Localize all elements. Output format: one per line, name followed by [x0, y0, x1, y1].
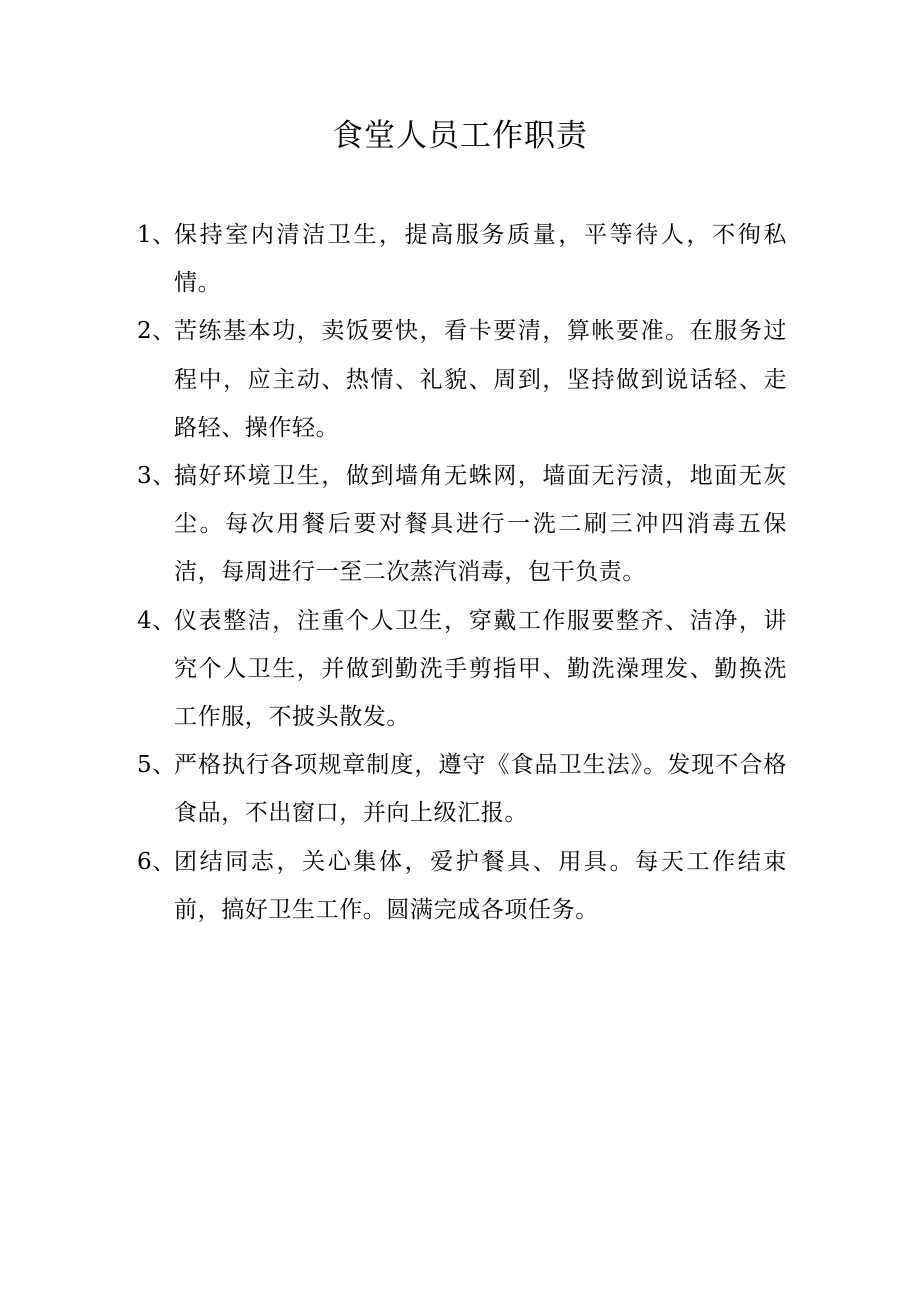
duty-item-6: [137, 838, 787, 934]
duty-item-text: 严格执行各项规章制度，遵守《食品卫生法》。发现不合格食品，不出窗口，并向上级汇报。: [174, 752, 787, 827]
duty-item-number: 4、: [137, 607, 176, 634]
duty-item-number: 1、: [137, 222, 176, 248]
duty-item-text: 团结同志，关心集体，爱护餐具、用具。每天工作结束前，搞好卫生工作。圆满完成各项任务。: [174, 848, 787, 923]
duty-item-3: [137, 452, 787, 597]
duty-item-text: 苦练基本功，卖饭要快，看卡要清，算帐要准。在服务过程中，应主动、热情、礼貌、周到，坚持做到说话轻、走路轻、操作轻。: [174, 318, 787, 441]
duty-item-text: 搞好环境卫生，做到墙角无蛛网，墙面无污渍，地面无灰尘。每次用餐后要对餐具进行一洗二刷三冲四消毒五保洁，每周进行一至二次蒸汽消毒，包干负责。: [174, 463, 787, 586]
duty-item-number: 3、: [137, 463, 176, 490]
duty-item-number: 5、: [137, 752, 176, 779]
document-title: 食堂人员工作职责: [332, 118, 588, 154]
duty-item-4: [137, 597, 787, 742]
duty-item-text: 仪表整洁，注重个人卫生，穿戴工作服要整齐、洁净，讲究个人卫生，并做到勤洗手剪指甲、勤洗澡理发、勤换洗工作服，不披头散发。: [174, 607, 787, 731]
duty-item-text: 保持室内清洁卫生，提高服务质量，平等待人，不徇私情。: [174, 222, 787, 297]
duty-item-2: [137, 307, 787, 452]
duty-item-5: [137, 741, 787, 837]
duty-list: [137, 211, 787, 934]
duty-item-number: 6、: [137, 848, 176, 875]
duty-item-number: 2、: [137, 318, 176, 345]
duty-item-1: [137, 211, 787, 307]
